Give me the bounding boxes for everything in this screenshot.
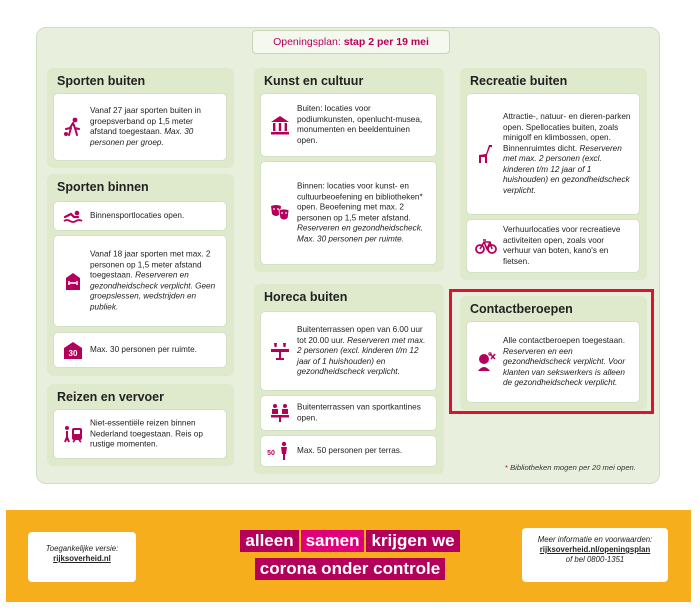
list-item: Binnensportlocaties open. [54,202,226,230]
list-item: Attractie-, natuur- en dieren-parken open. Spellocaties buiten, zoals minigolf en klimbossen, open. Binnenruimtes dicht. Reserveren met max. 2 personen (excl. kinderen t/m 12 jaar of 1 huishouden) en gezondheidscheck verplicht. [467,94,639,214]
list-item: Buiten: locaties voor podiumkunsten, openlucht-musea, monumenten en beeldentuinen open. [261,94,436,156]
more-info-box[interactable]: Meer informatie en voorwaarden: rijksoverheid.nl/openingsplan of bel 0800-1351 [522,528,668,582]
more-info-link[interactable]: rijksoverheid.nl/openingsplan [539,545,651,554]
category-title: Contactberoepen [470,302,573,316]
giraffe-icon [475,143,497,165]
accessible-version-box[interactable]: Toegankelijke versie: rijksoverheid.nl [28,532,136,582]
swimmer-icon [62,205,84,227]
category-title: Sporten buiten [57,74,146,88]
list-item: Niet-essentiële reizen binnen Nederland toegestaan. Reis op rustige momenten. [54,410,226,458]
svg-text:30: 30 [68,349,78,358]
fifty-person-icon [265,440,291,462]
theater-masks-icon [269,202,291,224]
list-item: Vanaf 18 jaar sporten met max. 2 personen op 1,5 meter afstand toegestaan. Reserveren en gezondheidscheck verplicht. Geen groepslessen, wedstrijden en publiek. [54,236,226,326]
category-title: Sporten binnen [57,180,149,194]
list-item: 50 Max. 50 personen per terras. [261,436,436,466]
category-title: Horeca buiten [264,290,348,304]
highlight-box [449,289,654,414]
list-item: Buitenterrassen van sportkantines open. [261,396,436,430]
thirty-badge-icon [62,339,84,361]
category-title: Kunst en cultuur [264,74,364,88]
list-item: Verhuurlocaties voor recreatieve activiteiten open, zoals voor verhuur van boten, kano's en fietsen. [467,220,639,272]
terrace-icon [269,340,291,362]
list-item: Buitenterrassen open van 6.00 uur tot 20.00 uur. Reserveren met max. 2 personen (excl. kinderen t/m 12 jaar of 1 huishouden) en gezondheidscheck verplicht. [261,312,436,390]
train-icon [62,423,84,445]
slogan-line-1: alleen samen krijgen we [0,530,700,552]
footnote: * Bibliotheken mogen per 20 mei open. [505,463,636,472]
list-item: Binnen: locaties voor kunst- en cultuurbeoefening en bibliotheken* open. Beoefening met max. 2 personen op 1,5 meter afstand. Reserveren en gezondheidscheck. Max. 30 personen per ruimte. [261,162,436,264]
bicycle-icon [475,235,497,257]
list-item: 30 Max. 30 personen per ruimte. [54,333,226,367]
list-item: Vanaf 27 jaar sporten buiten in groepsverband op 1,5 meter afstand toegestaan. Max. 30 personen per groep. [54,94,226,160]
gym-icon [62,270,84,292]
list-item: Alle contactberoepen toegestaan. Reserveren en een gezondheidscheck verplicht. Voor klanten van sekswerkers is alleen de gezondheidscheck verplicht. [467,322,639,402]
category-title: Recreatie buiten [470,74,568,88]
accessible-version-link[interactable]: rijksoverheid.nl [53,554,111,563]
slogan-line-2: corona onder controle [0,558,700,580]
category-title: Reizen en vervoer [57,390,164,404]
plan-header: Openingsplan: stap 2 per 19 mei [252,30,450,54]
runner-icon [62,116,84,138]
canteen-icon [269,402,291,424]
svg-text:50: 50 [267,450,275,457]
museum-icon [269,114,291,136]
